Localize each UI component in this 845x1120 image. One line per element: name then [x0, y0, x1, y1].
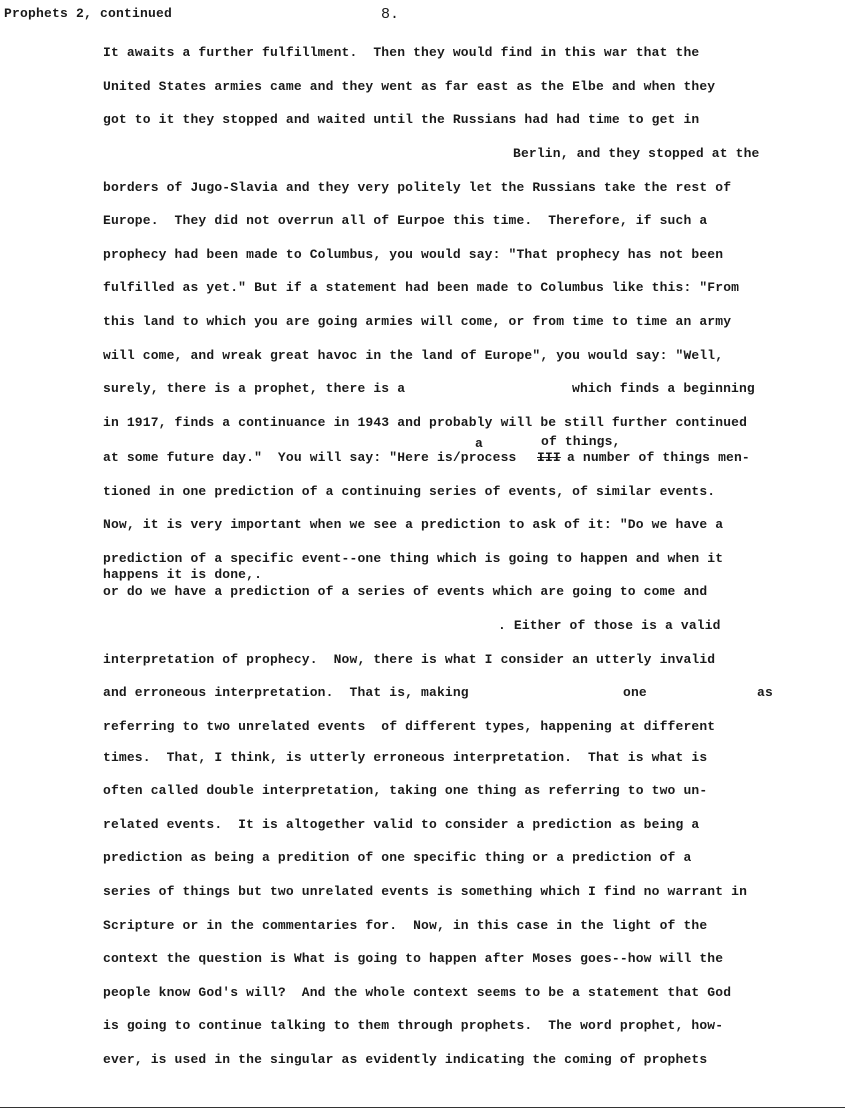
interlinear-insert: a [475, 436, 483, 451]
text-line: United States armies came and they went as far east as the Elbe and when they [103, 79, 716, 94]
text-line: or do we have a prediction of a series of events which are going to come and [103, 584, 708, 599]
text-line: will come, and wreak great havoc in the land of Europe", you would say: "Well, [103, 348, 724, 363]
text-line: It awaits a further fulfillment. Then they would find in this war that the [103, 45, 700, 60]
text-line: prediction of a specific event--one thing which is going to happen and when it [103, 551, 724, 566]
text-line: at some future day." You will say: "Here is/process [103, 450, 517, 465]
text-line: Europe. They did not overrun all of Eurpoe this time. Therefore, if such a [103, 213, 708, 228]
running-header: Prophets 2, continued [4, 6, 173, 21]
text-line: interpretation of prophecy. Now, there is what I consider an utterly invalid [103, 652, 716, 667]
strikeout-mark: III [537, 450, 561, 465]
text-line: is going to continue talking to them through prophets. The word prophet, how- [103, 1018, 724, 1033]
text-line: tioned in one prediction of a continuing series of events, of similar events. [103, 484, 716, 499]
text-line: Berlin, and they stopped at the [513, 146, 760, 161]
text-line: prediction as being a predition of one specific thing or a prediction of a [103, 850, 692, 865]
text-line: context the question is What is going to happen after Moses goes--how will the [103, 951, 724, 966]
text-line: this land to which you are going armies will come, or from time to time an army [103, 314, 732, 329]
text-line: referring to two unrelated events of different types, happening at different [103, 719, 716, 734]
text-line: related events. It is altogether valid to consider a prediction as being a [103, 817, 700, 832]
text-line: as [757, 685, 773, 700]
text-line: . Either of those is a valid [498, 618, 721, 633]
text-line: series of things but two unrelated events is something which I find no warrant in [103, 884, 748, 899]
text-line: happens it is done,. [103, 567, 263, 582]
text-line: prophecy had been made to Columbus, you would say: "That prophecy has not been [103, 247, 724, 262]
text-line: fulfilled as yet." But if a statement had been made to Columbus like this: "From [103, 280, 740, 295]
text-line: which finds a beginning [572, 381, 755, 396]
text-line: one [623, 685, 647, 700]
text-line: in 1917, finds a continuance in 1943 and probably will be still further continued [103, 415, 748, 430]
text-line: people know God's will? And the whole context seems to be a statement that God [103, 985, 732, 1000]
text-line: a number of things men- [567, 450, 750, 465]
text-line: ever, is used in the singular as evidently indicating the coming of prophets [103, 1052, 708, 1067]
page-bottom-edge [0, 1107, 845, 1108]
text-line: got to it they stopped and waited until the Russians had had time to get in [103, 112, 700, 127]
text-line: and erroneous interpretation. That is, making [103, 685, 469, 700]
text-line: times. That, I think, is utterly erroneous interpretation. That is what is [103, 750, 708, 765]
text-line: Now, it is very important when we see a prediction to ask of it: "Do we have a [103, 517, 724, 532]
text-line: borders of Jugo-Slavia and they very politely let the Russians take the rest of [103, 180, 732, 195]
text-line: often called double interpretation, taking one thing as referring to two un- [103, 783, 708, 798]
interlinear-insert: of things, [541, 434, 621, 449]
text-line: Scripture or in the commentaries for. Now, in this case in the light of the [103, 918, 708, 933]
page-number: 8. [381, 6, 400, 23]
text-line: surely, there is a prophet, there is a [103, 381, 406, 396]
